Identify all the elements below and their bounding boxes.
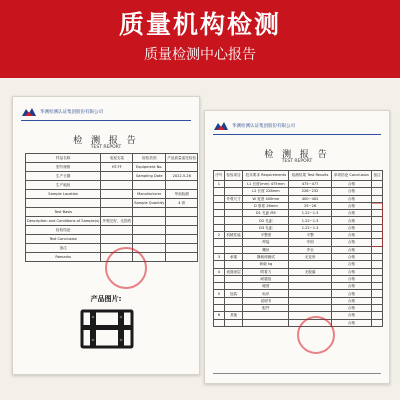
table-cell — [372, 268, 383, 275]
report-title: 检 测 报 告 — [73, 136, 139, 146]
table-cell — [372, 305, 383, 312]
table-cell: 检验结论 — [26, 226, 101, 235]
table-cell: 牢固 — [289, 239, 331, 246]
table-cell: 合格 — [331, 319, 371, 326]
table-cell: W 宽度 400mm — [243, 195, 289, 202]
table-cell: Sample Location — [26, 190, 101, 199]
table-cell — [224, 188, 242, 195]
table-cell: 硬度 — [243, 283, 289, 290]
table-row — [214, 181, 383, 188]
table-cell: 6 — [214, 312, 225, 319]
table-cell: 说明书 — [243, 297, 289, 304]
red-stamp — [105, 247, 147, 289]
report-page-left — [12, 96, 200, 375]
table-cell: 荷载 kg — [243, 261, 289, 268]
red-stamp-right — [297, 316, 335, 354]
table-cell: 表面涂层 — [224, 268, 242, 275]
table-cell: 合格 — [331, 181, 371, 188]
table-cell — [214, 239, 225, 246]
table-cell: Test Conclusion — [26, 235, 101, 244]
table-cell — [224, 305, 242, 312]
table-cell — [214, 246, 225, 253]
table-row — [214, 195, 383, 202]
table-cell — [224, 297, 242, 304]
table-cell: 合格 — [331, 195, 371, 202]
table-cell: 外观尺寸 — [224, 195, 242, 202]
table-cell — [372, 261, 383, 268]
table-row — [214, 217, 383, 224]
table-cell: 合格 — [331, 261, 371, 268]
table-cell: 228~232 — [289, 188, 331, 195]
table-cell: 其他 — [224, 312, 242, 319]
table-cell — [133, 217, 166, 226]
table-cell — [214, 224, 225, 231]
table-cell: D3 孔距 — [243, 224, 289, 231]
table-cell: 样品名称 — [26, 154, 101, 163]
table-cell — [101, 181, 133, 190]
table-cell: D2 孔距 — [243, 217, 289, 224]
table-row — [26, 199, 198, 208]
tv-mount-image — [76, 308, 138, 350]
table-cell — [101, 190, 133, 199]
table-cell: 合格 — [331, 253, 371, 260]
table-cell: 合格 — [331, 283, 371, 290]
table-cell — [133, 181, 166, 190]
table-row — [26, 208, 198, 217]
table-cell — [289, 275, 331, 282]
table-row — [26, 154, 198, 163]
table-cell — [224, 210, 242, 217]
table-cell — [166, 235, 198, 244]
table-cell: 静载荷测试 — [243, 253, 289, 260]
table-row — [26, 217, 198, 226]
table-cell: 3 — [214, 253, 225, 260]
table-cell: 检验类别 — [133, 154, 166, 163]
table-cell: 包装 — [224, 290, 242, 297]
table-cell — [214, 261, 225, 268]
table-cell — [166, 217, 198, 226]
table-cell: Sampling Date — [133, 172, 166, 181]
table-row — [214, 312, 383, 319]
table-cell — [372, 283, 383, 290]
table-row — [26, 190, 198, 199]
table-cell: 1.22~1.3 — [289, 224, 331, 231]
table-cell — [289, 283, 331, 290]
table-cell — [372, 181, 383, 188]
table-cell — [224, 246, 242, 253]
header-rule — [21, 120, 191, 121]
table-cell: 25~26 — [289, 202, 331, 209]
table-cell — [289, 297, 331, 304]
table-row — [214, 239, 383, 246]
table-cell: 无脱落 — [289, 268, 331, 275]
table-cell: 合格 — [331, 224, 371, 231]
table-cell — [133, 226, 166, 235]
report-page-right — [204, 110, 390, 384]
table-cell — [289, 261, 331, 268]
column-header: 检验项目 — [224, 171, 242, 181]
table-cell — [166, 208, 198, 217]
cti-logo-icon — [21, 106, 37, 118]
table-cell: 400~402 — [289, 195, 331, 202]
table-header-row — [214, 171, 383, 181]
table-cell: 机械性能 — [224, 232, 242, 239]
column-header: 检测结果 Test Results — [289, 171, 331, 181]
table-cell: 1 — [214, 181, 225, 188]
table-cell — [224, 275, 242, 282]
table-cell: 配件 — [243, 305, 289, 312]
table-cell — [214, 195, 225, 202]
table-cell: 合格 — [331, 297, 371, 304]
table-cell: 4 套 — [166, 199, 198, 208]
table-cell — [133, 235, 166, 244]
table-cell: 生产日期 — [26, 172, 101, 181]
table-row — [214, 283, 383, 290]
table-cell — [372, 246, 383, 253]
table-cell — [372, 195, 383, 202]
table-cell: 4 — [214, 268, 225, 275]
table-cell — [214, 188, 225, 195]
table-cell — [166, 244, 198, 253]
table-cell — [214, 202, 225, 209]
table-cell — [101, 172, 133, 181]
cti-logo-icon — [213, 120, 229, 132]
table-cell — [372, 319, 383, 326]
table-cell — [289, 290, 331, 297]
table-cell — [224, 319, 242, 326]
table-row — [214, 210, 383, 217]
table-row — [214, 261, 383, 268]
footer-rule — [213, 373, 381, 374]
table-cell: 1.22~1.3 — [289, 217, 331, 224]
table-cell: 标识 — [243, 290, 289, 297]
table-cell: 生产地址 — [26, 181, 101, 190]
table-cell: 合格 — [331, 312, 371, 319]
table-cell: 合格 — [331, 217, 371, 224]
table-cell — [243, 319, 289, 326]
table-cell: 平整度 — [243, 232, 289, 239]
table-cell — [224, 239, 242, 246]
table-row — [214, 319, 383, 326]
table-cell: 合格 — [331, 239, 371, 246]
table-cell: Manufacturer — [133, 190, 166, 199]
table-cell — [372, 290, 383, 297]
table-row — [214, 290, 383, 297]
banner-title: 质量机构检测 — [118, 10, 281, 39]
table-cell: Equipment No. — [133, 163, 166, 172]
table-cell: Test Basis — [26, 208, 101, 217]
table-cell — [214, 319, 225, 326]
table-cell — [224, 283, 242, 290]
report-subtitle-right: TEST REPORT — [281, 159, 313, 164]
table-cell — [372, 297, 383, 304]
table-row — [214, 202, 383, 209]
table-cell: L2 长度 228mm — [243, 188, 289, 195]
table-row — [214, 224, 383, 231]
table-cell: 合格 — [331, 290, 371, 297]
table-cell: 475~477 — [289, 181, 331, 188]
table-cell: 合格 — [331, 202, 371, 209]
sample-info-table — [25, 153, 198, 262]
table-cell: 螺丝 — [243, 246, 289, 253]
table-cell — [133, 208, 166, 217]
header-rule-right — [213, 134, 381, 135]
table-row — [214, 275, 383, 282]
table-cell: L1 长度(mm) 475mm — [243, 181, 289, 188]
report-subtitle: TEST REPORT — [90, 145, 122, 150]
table-cell — [224, 224, 242, 231]
table-cell — [166, 253, 198, 262]
table-row — [214, 297, 383, 304]
table-cell — [214, 297, 225, 304]
table-row — [26, 181, 198, 190]
table-cell: D 厚度 26mm — [243, 202, 289, 209]
table-cell: 平整 — [289, 232, 331, 239]
table-cell: 2 — [214, 232, 225, 239]
table-cell — [372, 188, 383, 195]
table-row — [214, 305, 383, 312]
product-image-label: 产品图片: — [90, 295, 122, 303]
logo-row-right — [213, 119, 295, 133]
table-cell: 合格 — [331, 275, 371, 282]
table-cell — [26, 199, 101, 208]
table-cell — [214, 210, 225, 217]
table-row — [214, 253, 383, 260]
table-cell: Sample Quantity — [133, 199, 166, 208]
table-cell — [214, 283, 225, 290]
table-cell — [224, 202, 242, 209]
column-header: 技术要求 Requirements — [243, 171, 289, 181]
table-row — [26, 172, 198, 181]
page-seal — [371, 203, 383, 247]
logo-text-right: 华测检测认证集团股份有限公司 — [232, 124, 295, 129]
table-cell: 产品质量委托检验 — [166, 154, 198, 163]
table-cell: D1 孔距 M5 — [243, 210, 289, 217]
table-cell — [101, 199, 133, 208]
table-row — [26, 226, 198, 235]
table-cell — [166, 163, 198, 172]
table-row — [26, 163, 198, 172]
table-cell — [101, 208, 133, 217]
table-cell — [214, 275, 225, 282]
banner-subtitle: 质量检测中心报告 — [144, 47, 256, 63]
column-header: 单项结论 Conclusion — [331, 171, 371, 181]
table-cell: 2022.5.26 — [166, 172, 198, 181]
table-cell — [166, 181, 198, 190]
table-cell — [372, 253, 383, 260]
table-cell — [214, 305, 225, 312]
table-row — [26, 235, 198, 244]
report-title-right: 检 测 报 告 — [264, 150, 330, 160]
table-cell: 合格 — [331, 268, 371, 275]
table-cell: 承重 — [224, 253, 242, 260]
table-cell — [289, 305, 331, 312]
table-cell — [243, 312, 289, 319]
table-cell: 电视支架 — [101, 154, 133, 163]
table-cell: 附着力 — [243, 268, 289, 275]
table-cell: 合格 — [331, 246, 371, 253]
table-row — [214, 268, 383, 275]
table-cell: 合格 — [331, 232, 371, 239]
table-cell: HT-FF — [101, 163, 133, 172]
table-cell: 1.22~1.3 — [289, 210, 331, 217]
logo-row — [21, 105, 103, 119]
table-cell — [224, 217, 242, 224]
table-row — [214, 188, 383, 195]
logo-text: 华测检测认证集团股份有限公司 — [40, 110, 103, 115]
table-cell: 备注 — [26, 244, 101, 253]
table-cell: 合格 — [331, 305, 371, 312]
table-cell — [224, 261, 242, 268]
table-cell — [214, 217, 225, 224]
table-cell: Remarks — [26, 253, 101, 262]
table-cell — [372, 275, 383, 282]
table-cell: 耐腐蚀 — [243, 275, 289, 282]
table-cell — [166, 226, 198, 235]
table-cell — [101, 235, 133, 244]
banner — [0, 0, 400, 78]
table-cell: 华南检测 — [166, 190, 198, 199]
table-cell — [372, 312, 383, 319]
table-cell — [101, 226, 133, 235]
table-cell: 5 — [214, 290, 225, 297]
table-cell — [224, 181, 242, 188]
table-cell: 合格 — [331, 188, 371, 195]
column-header: 备注 — [372, 171, 383, 181]
table-row — [214, 232, 383, 239]
table-cell: 焊接 — [243, 239, 289, 246]
table-row — [214, 246, 383, 253]
table-cell: 无变形 — [289, 253, 331, 260]
test-results-table — [213, 170, 383, 327]
table-cell: 齐全 — [289, 246, 331, 253]
table-cell: 合格 — [331, 210, 371, 217]
table-cell: 外观完好，无损伤 — [101, 217, 133, 226]
table-cell: Description and Conditions of Sample(s) — [26, 217, 101, 226]
column-header: 序号 — [214, 171, 225, 181]
table-cell: 型号规格 — [26, 163, 101, 172]
